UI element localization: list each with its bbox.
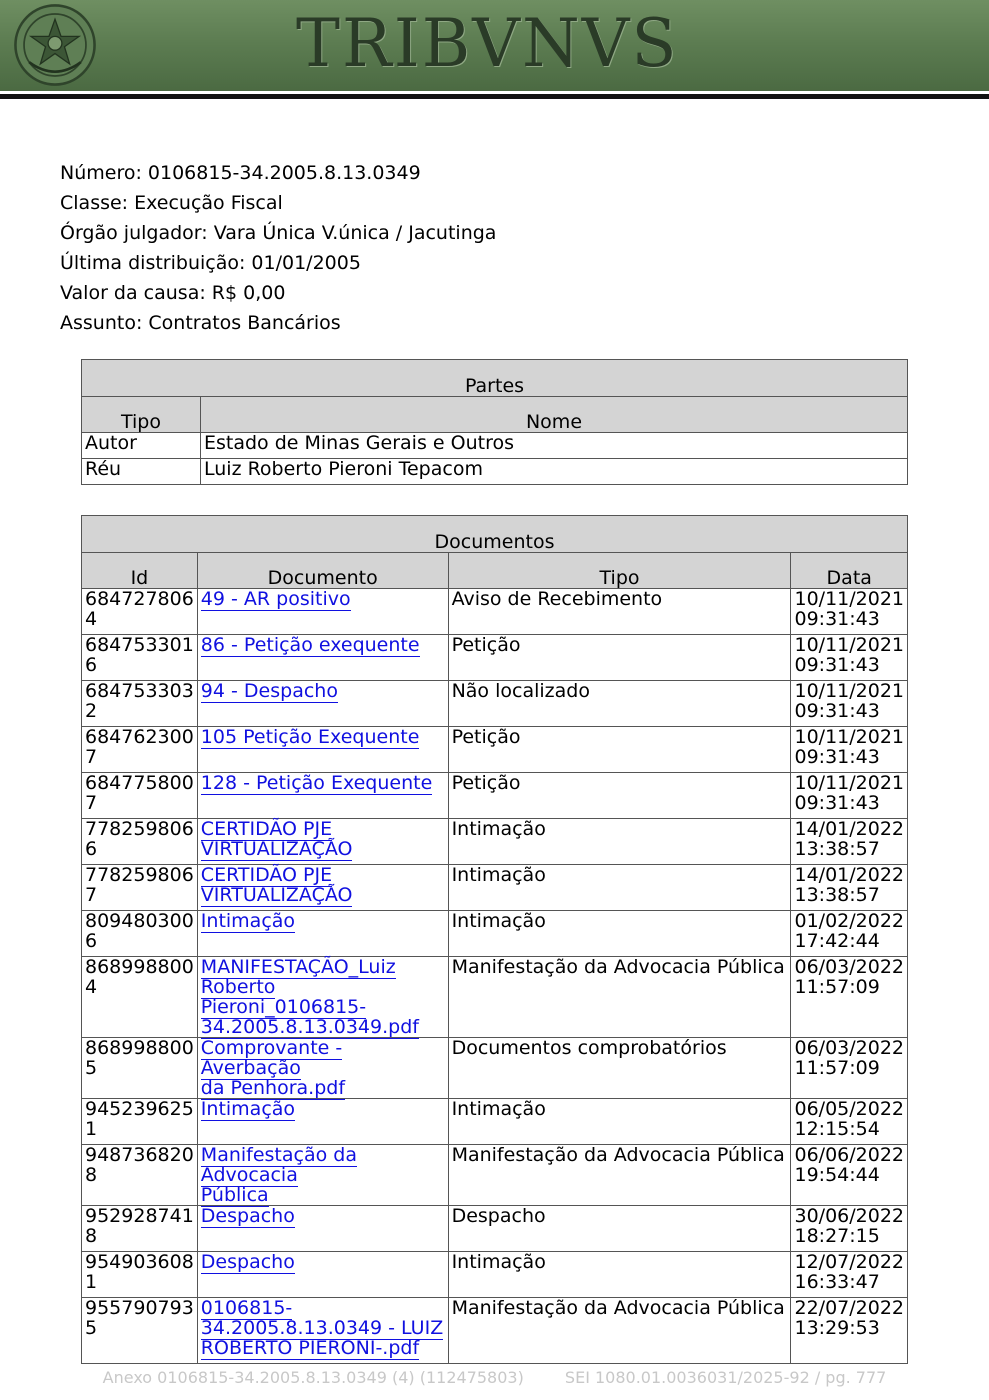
table-row <box>82 1145 908 1206</box>
document-name[interactable] <box>197 773 448 819</box>
document-date <box>791 819 908 865</box>
document-id <box>82 727 198 773</box>
document-name-line: CERTIDÃO PJE <box>200 818 333 840</box>
documents-body <box>82 589 908 1364</box>
document-date-line: 18:27:15 <box>794 1225 880 1247</box>
documents-col-id: Id <box>82 553 198 589</box>
table-row <box>82 1038 908 1099</box>
document-link[interactable] <box>201 588 351 611</box>
party-type: Réu <box>82 459 201 485</box>
table-row <box>82 433 908 459</box>
document-name-line: Intimação <box>200 1098 296 1120</box>
document-id <box>82 681 198 727</box>
document-date-line: 10/11/2021 <box>794 634 904 656</box>
document-type: Não localizado <box>448 681 791 727</box>
document-id-line: 684753303 <box>85 680 194 702</box>
document-type: Intimação <box>448 911 791 957</box>
document-id <box>82 1038 198 1099</box>
document-name-line: 49 - AR positivo <box>200 588 351 610</box>
document-type: Manifestação da Advocacia Pública <box>448 1298 791 1364</box>
document-id-line: 945239625 <box>85 1098 194 1120</box>
document-date-line: 30/06/2022 <box>794 1205 904 1227</box>
table-row <box>82 727 908 773</box>
document-id-line: 7 <box>85 792 98 814</box>
document-link[interactable] <box>201 772 432 795</box>
table-row <box>82 1099 908 1145</box>
document-date <box>791 681 908 727</box>
document-name-line: ROBERTO PIERONI-.pdf <box>200 1337 420 1359</box>
document-date-line: 10/11/2021 <box>794 726 904 748</box>
document-date-line: 06/06/2022 <box>794 1144 904 1166</box>
table-row <box>82 773 908 819</box>
document-id-line: 868998800 <box>85 1037 194 1059</box>
document-name-line: 0106815- <box>200 1297 293 1319</box>
document-name-line: Despacho <box>200 1251 295 1273</box>
document-date-line: 13:29:53 <box>794 1317 880 1339</box>
table-row <box>82 1206 908 1252</box>
document-type: Petição <box>448 773 791 819</box>
document-id-line: 954903608 <box>85 1251 194 1273</box>
document-date-line: 06/03/2022 <box>794 956 904 978</box>
document-date <box>791 1252 908 1298</box>
document-date-line: 12/07/2022 <box>794 1251 904 1273</box>
document-date <box>791 1206 908 1252</box>
document-date-line: 10/11/2021 <box>794 588 904 610</box>
document-id-line: 778259806 <box>85 864 194 886</box>
document-id-line: 6 <box>85 654 98 676</box>
document-id-line: 684727806 <box>85 588 194 610</box>
document-name[interactable] <box>197 819 448 865</box>
document-date <box>791 1099 908 1145</box>
document-id-line: 684775800 <box>85 772 194 794</box>
parties-table <box>81 359 908 485</box>
document-id-line: 7 <box>85 884 98 906</box>
document-id <box>82 819 198 865</box>
document-id-line: 1 <box>85 1118 98 1140</box>
document-date-line: 12:15:54 <box>794 1118 880 1140</box>
court-seal-icon <box>12 2 98 88</box>
document-date-line: 06/05/2022 <box>794 1098 904 1120</box>
document-type: Intimação <box>448 819 791 865</box>
document-id-line: 868998800 <box>85 956 194 978</box>
document-date <box>791 727 908 773</box>
document-link[interactable] <box>201 1251 295 1274</box>
document-name-line: 128 - Petição Exequente <box>200 772 433 794</box>
document-type: Manifestação da Advocacia Pública <box>448 957 791 1038</box>
table-row <box>82 589 908 635</box>
document-name-line: MANIFESTAÇÃO_Luiz <box>200 956 396 978</box>
process-number: Número: 0106815-34.2005.8.13.0349 <box>60 162 421 184</box>
documents-col-type: Tipo <box>448 553 791 589</box>
table-row <box>82 635 908 681</box>
document-date <box>791 865 908 911</box>
document-id-line: 4 <box>85 608 98 630</box>
document-date-line: 11:57:09 <box>794 1057 880 1079</box>
document-date-line: 19:54:44 <box>794 1164 880 1186</box>
document-name-line: Roberto Pieroni_0106815- <box>200 976 367 1018</box>
table-row <box>82 1298 908 1364</box>
document-id <box>82 1298 198 1364</box>
document-name[interactable] <box>197 1038 448 1099</box>
document-id <box>82 589 198 635</box>
document-type: Petição <box>448 727 791 773</box>
document-name-line: 34.2005.8.13.0349 - LUIZ <box>200 1317 444 1339</box>
document-link[interactable] <box>201 1297 443 1360</box>
document-date-line: 09:31:43 <box>794 792 880 814</box>
table-row <box>82 459 908 485</box>
party-type: Autor <box>82 433 201 459</box>
document-id-line: 1 <box>85 1271 98 1293</box>
document-link[interactable] <box>201 1037 345 1100</box>
document-name[interactable] <box>197 957 448 1038</box>
document-type: Manifestação da Advocacia Pública <box>448 1145 791 1206</box>
document-link[interactable] <box>201 726 420 749</box>
document-date-line: 14/01/2022 <box>794 864 904 886</box>
document-date-line: 06/03/2022 <box>794 1037 904 1059</box>
document-id-line: 7 <box>85 746 98 768</box>
document-id <box>82 1206 198 1252</box>
party-name: Estado de Minas Gerais e Outros <box>201 433 908 459</box>
document-name[interactable] <box>197 865 448 911</box>
parties-col-name: Nome <box>201 397 908 433</box>
process-value: Valor da causa: R$ 0,00 <box>60 282 286 304</box>
document-date-line: 10/11/2021 <box>794 772 904 794</box>
document-id-line: 809480300 <box>85 910 194 932</box>
table-row <box>82 819 908 865</box>
document-name-line: VIRTUALIZAÇÃO <box>200 838 353 860</box>
table-row <box>82 957 908 1038</box>
page-footer <box>0 1368 989 1387</box>
document-name-line: 105 Petição Exequente <box>200 726 420 748</box>
document-link[interactable] <box>201 1098 295 1121</box>
document-date-line: 13:38:57 <box>794 838 880 860</box>
documents-title: Documentos <box>82 516 908 553</box>
document-type: Aviso de Recebimento <box>448 589 791 635</box>
table-row <box>82 865 908 911</box>
document-date-line: 13:38:57 <box>794 884 880 906</box>
document-date <box>791 635 908 681</box>
party-name: Luiz Roberto Pieroni Tepacom <box>201 459 908 485</box>
document-id-line: 4 <box>85 976 98 998</box>
document-id-line: 948736820 <box>85 1144 194 1166</box>
document-id-line: 684753301 <box>85 634 194 656</box>
document-name[interactable] <box>197 635 448 681</box>
document-id <box>82 911 198 957</box>
document-id <box>82 635 198 681</box>
document-id-line: 5 <box>85 1057 98 1079</box>
table-row <box>82 1252 908 1298</box>
document-date-line: 09:31:43 <box>794 654 880 676</box>
document-date-line: 16:33:47 <box>794 1271 880 1293</box>
document-id-line: 6 <box>85 838 98 860</box>
document-name-line: 94 - Despacho <box>200 680 338 702</box>
document-date <box>791 1298 908 1364</box>
header-banner <box>0 0 989 91</box>
document-date <box>791 911 908 957</box>
document-date-line: 09:31:43 <box>794 608 880 630</box>
table-row <box>82 681 908 727</box>
document-name[interactable] <box>197 1145 448 1206</box>
document-link[interactable] <box>201 818 353 861</box>
document-type: Intimação <box>448 1099 791 1145</box>
document-date <box>791 1038 908 1099</box>
document-id <box>82 1099 198 1145</box>
document-name-line: Despacho <box>200 1205 295 1227</box>
parties-col-type: Tipo <box>82 397 201 433</box>
parties-title: Partes <box>82 360 908 397</box>
document-id-line: 8 <box>85 1225 98 1247</box>
document-date-line: 01/02/2022 <box>794 910 904 932</box>
document-id-line: 8 <box>85 1164 98 1186</box>
document-link[interactable] <box>201 1144 357 1207</box>
document-name[interactable] <box>197 911 448 957</box>
table-row <box>82 911 908 957</box>
footer-sei: SEI 1080.01.0036031/2025-92 / pg. 777 <box>564 1368 887 1387</box>
document-id <box>82 957 198 1038</box>
document-name[interactable] <box>197 727 448 773</box>
document-link[interactable] <box>201 864 353 907</box>
document-date-line: 14/01/2022 <box>794 818 904 840</box>
document-id-line: 684762300 <box>85 726 194 748</box>
document-id-line: 952928741 <box>85 1205 194 1227</box>
document-id-line: 2 <box>85 700 98 722</box>
document-date-line: 17:42:44 <box>794 930 880 952</box>
documents-col-document: Documento <box>197 553 448 589</box>
document-date <box>791 957 908 1038</box>
document-name[interactable] <box>197 1252 448 1298</box>
document-date <box>791 1145 908 1206</box>
document-name-line: 34.2005.8.13.0349.pdf <box>200 1016 419 1038</box>
document-id <box>82 1145 198 1206</box>
document-id-line: 5 <box>85 1317 98 1339</box>
document-name-line: Pública <box>200 1184 269 1206</box>
document-name[interactable] <box>197 1298 448 1364</box>
document-id <box>82 773 198 819</box>
document-link[interactable] <box>201 1205 295 1228</box>
documents-col-date: Data <box>791 553 908 589</box>
document-type: Petição <box>448 635 791 681</box>
footer-attachment: Anexo 0106815-34.2005.8.13.0349 (4) (112475803) <box>102 1368 524 1387</box>
brand-title: TRIBVNVS <box>296 5 679 82</box>
document-name[interactable] <box>197 1206 448 1252</box>
document-id-line: 778259806 <box>85 818 194 840</box>
document-id <box>82 865 198 911</box>
document-name-line: 86 - Petição exequente <box>200 634 420 656</box>
document-date-line: 10/11/2021 <box>794 680 904 702</box>
document-link[interactable] <box>201 634 420 657</box>
document-date <box>791 589 908 635</box>
document-name-line: VIRTUALIZAÇÃO <box>200 884 353 906</box>
document-name-line: Intimação <box>200 910 296 932</box>
process-distribution: Última distribuição: 01/01/2005 <box>60 252 361 274</box>
process-class: Classe: Execução Fiscal <box>60 192 283 214</box>
header-rule <box>0 94 989 99</box>
document-name-line: CERTIDÃO PJE <box>200 864 333 886</box>
documents-table <box>81 515 908 1364</box>
document-name-line: Manifestação da Advocacia <box>200 1144 357 1186</box>
document-link[interactable] <box>201 680 338 703</box>
document-link[interactable] <box>201 910 295 933</box>
document-type: Documentos comprobatórios <box>448 1038 791 1099</box>
document-id-line: 6 <box>85 930 98 952</box>
document-name-line: Comprovante - Averbação <box>200 1037 343 1079</box>
document-type: Intimação <box>448 865 791 911</box>
document-type: Intimação <box>448 1252 791 1298</box>
document-name-line: da Penhora.pdf <box>200 1077 346 1099</box>
process-info <box>60 158 496 338</box>
document-id <box>82 1252 198 1298</box>
process-subject: Assunto: Contratos Bancários <box>60 312 341 334</box>
document-name[interactable] <box>197 681 448 727</box>
document-id-line: 955790793 <box>85 1297 194 1319</box>
document-link[interactable] <box>201 956 419 1039</box>
document-date-line: 11:57:09 <box>794 976 880 998</box>
document-date-line: 09:31:43 <box>794 746 880 768</box>
document-name[interactable] <box>197 589 448 635</box>
document-date-line: 09:31:43 <box>794 700 880 722</box>
document-type: Despacho <box>448 1206 791 1252</box>
process-court: Órgão julgador: Vara Única V.única / Jacutinga <box>60 222 497 244</box>
document-date <box>791 773 908 819</box>
document-name[interactable] <box>197 1099 448 1145</box>
document-date-line: 22/07/2022 <box>794 1297 904 1319</box>
